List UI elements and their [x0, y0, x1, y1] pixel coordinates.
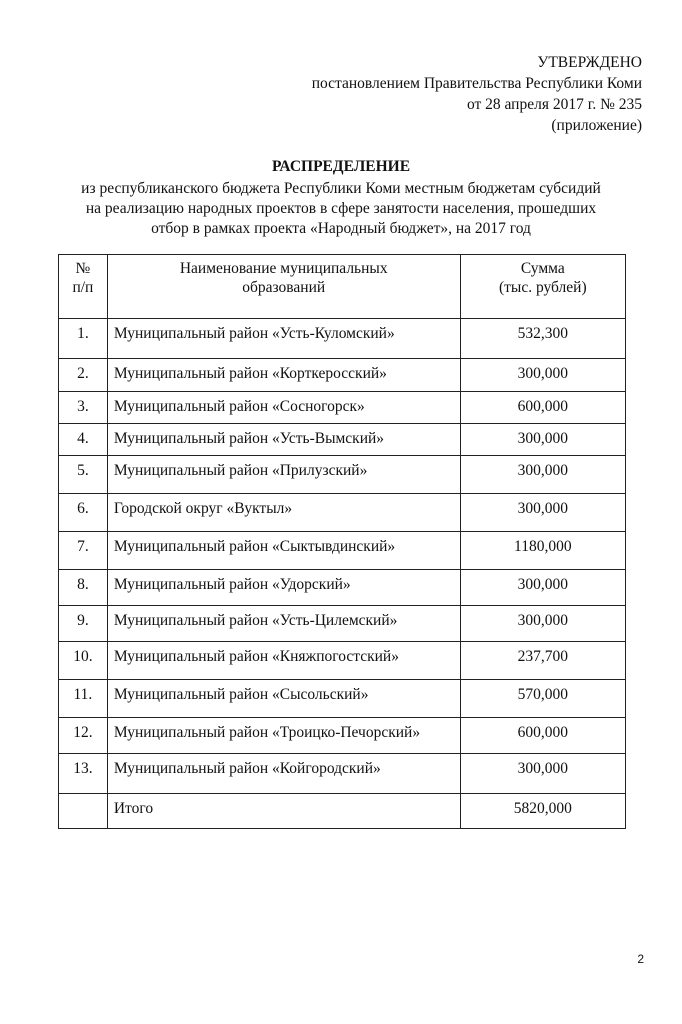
row-sum: 237,700 — [517, 648, 568, 665]
row-name: Муниципальный район «Княжпогостский» — [113, 648, 399, 665]
header-num — [59, 255, 108, 319]
row-number: 10. — [73, 648, 93, 665]
table-row — [59, 680, 626, 718]
header-num-line: № — [75, 260, 91, 277]
table-row — [59, 718, 626, 754]
table-row — [59, 754, 626, 794]
header-sum-line: Сумма — [520, 260, 565, 277]
row-name: Городской округ «Вуктыл» — [113, 500, 293, 517]
row-sum: 532,300 — [517, 325, 568, 342]
row-name: Муниципальный район «Усть-Цилемский» — [113, 612, 398, 629]
row-sum: 600,000 — [517, 398, 568, 415]
table-row — [59, 359, 626, 392]
approval-block — [312, 52, 642, 136]
table-row — [59, 319, 626, 359]
row-number: 1. — [77, 325, 89, 342]
row-sum: 570,000 — [517, 686, 568, 703]
header-sum — [460, 255, 625, 319]
table-row — [59, 424, 626, 456]
row-number: 4. — [77, 430, 89, 447]
document-heading — [0, 157, 682, 239]
row-name: Муниципальный район «Удорский» — [113, 576, 351, 593]
document-subtitle-line: из республиканского бюджета Республики Коми местным бюджетам субсидий — [81, 180, 601, 197]
table-row — [59, 642, 626, 680]
row-name: Муниципальный район «Прилузский» — [113, 462, 368, 479]
row-sum: 300,000 — [517, 760, 568, 777]
table-header-row — [59, 255, 626, 319]
row-number: 5. — [77, 462, 89, 479]
row-name: Муниципальный район «Сысольский» — [113, 686, 369, 703]
row-sum: 300,000 — [517, 365, 568, 382]
header-name — [107, 255, 460, 319]
document-subtitle-line: отбор в рамках проекта «Народный бюджет», на 2017 год — [151, 220, 531, 237]
header-sum-line: (тыс. рублей) — [498, 279, 587, 296]
row-number: 2. — [77, 365, 89, 382]
row-number: 6. — [77, 500, 89, 517]
table-row — [59, 456, 626, 494]
row-sum: 300,000 — [517, 576, 568, 593]
row-number: 8. — [77, 576, 89, 593]
table-row — [59, 532, 626, 570]
document-subtitle-line: на реализацию народных проектов в сфере занятости населения, прошедших — [85, 200, 597, 217]
row-sum: 1180,000 — [514, 538, 572, 555]
document-title: РАСПРЕДЕЛЕНИЕ — [271, 158, 411, 175]
row-sum: 300,000 — [517, 430, 568, 447]
header-name-line: образований — [242, 279, 326, 296]
row-name: Муниципальный район «Сыктывдинский» — [113, 538, 396, 555]
header-num-line: п/п — [72, 279, 94, 296]
row-number: 11. — [73, 686, 93, 703]
page-number: 2 — [637, 952, 644, 966]
table-row — [59, 494, 626, 532]
row-number: 3. — [77, 398, 89, 415]
row-number: 7. — [77, 538, 89, 555]
row-sum: 600,000 — [517, 724, 568, 741]
total-number — [59, 794, 107, 800]
row-number: 12. — [73, 724, 93, 741]
row-name: Муниципальный район «Усть-Вымский» — [113, 430, 385, 447]
distribution-table — [58, 254, 626, 829]
total-label: Итого — [113, 800, 154, 817]
row-name: Муниципальный район «Корткеросский» — [113, 365, 387, 382]
approval-line: постановлением Правительства Республики Коми — [311, 75, 642, 92]
total-sum: 5820,000 — [513, 800, 572, 817]
table-total-row — [59, 794, 626, 829]
row-number: 9. — [77, 612, 89, 629]
row-name: Муниципальный район «Троицко-Печорский» — [113, 724, 421, 741]
row-number: 13. — [73, 760, 93, 777]
row-name: Муниципальный район «Усть-Куломский» — [113, 325, 395, 342]
table-row — [59, 606, 626, 642]
table-row — [59, 392, 626, 424]
row-sum: 300,000 — [517, 462, 568, 479]
approval-line: (приложение) — [551, 117, 642, 134]
approval-line: от 28 апреля 2017 г. № 235 — [466, 96, 642, 113]
row-name: Муниципальный район «Сосногорск» — [113, 398, 365, 415]
row-name: Муниципальный район «Койгородский» — [113, 760, 381, 777]
row-sum: 300,000 — [517, 612, 568, 629]
row-sum: 300,000 — [517, 500, 568, 517]
approval-line: УТВЕРЖДЕНО — [537, 54, 642, 71]
header-name-line: Наименование муниципальных — [179, 260, 388, 277]
table-row — [59, 570, 626, 606]
